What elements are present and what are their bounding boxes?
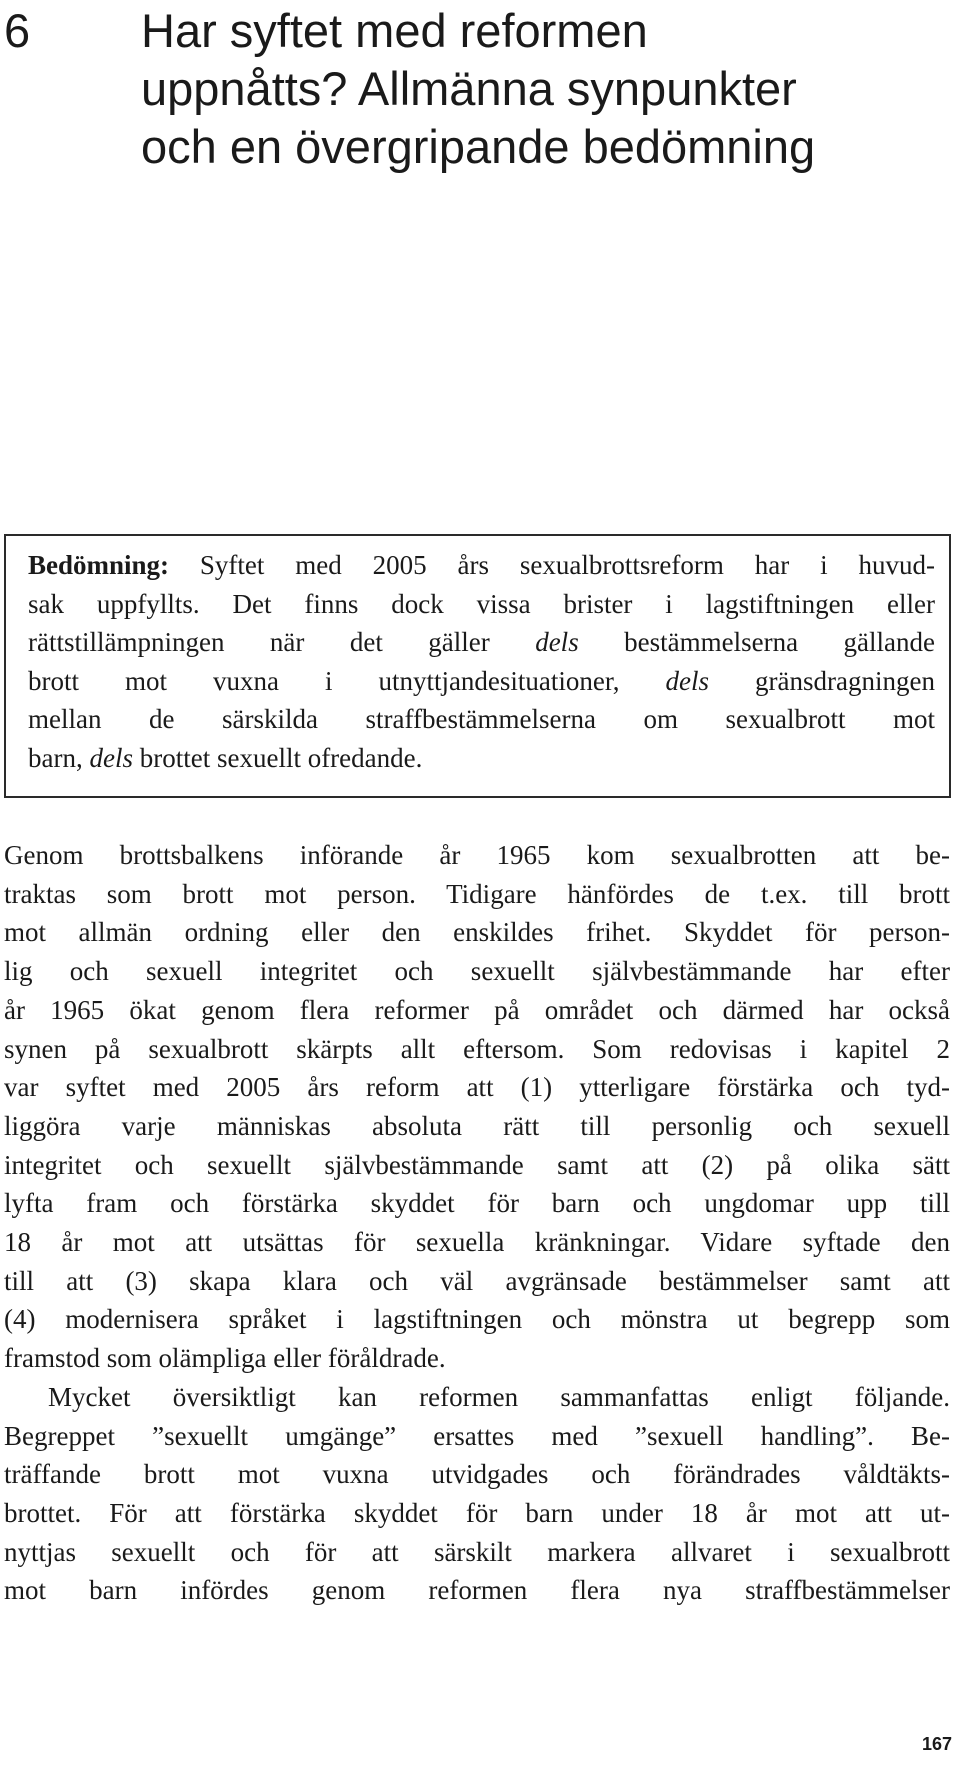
body-line: framstod som olämpliga eller föråldrade.	[4, 1343, 446, 1374]
body-line: 18 år mot att utsättas för sexuella kränkningar. Vidare syftade den	[4, 1227, 950, 1258]
body-line: Mycket översiktligt kan reformen sammanfattas enligt följande.	[48, 1381, 950, 1412]
body-line: nyttjas sexuellt och för att särskilt markera allvaret i sexualbrott	[4, 1536, 950, 1567]
emphasis-dels: dels	[535, 627, 579, 657]
body-line: (4) modernisera språket i lagstiftningen och mönstra ut begrepp som	[4, 1304, 950, 1335]
body-line: lig och sexuell integritet och sexuellt självbestämmande har efter	[4, 956, 950, 987]
chapter-title-line: och en övergripande bedömning	[141, 120, 816, 173]
body-line: traktas som brott mot person. Tidigare hänfördes de t.ex. till brott	[4, 878, 950, 909]
page-number: 167	[921, 1734, 952, 1754]
assessment-line	[28, 623, 935, 662]
body-line: Begreppet ”sexuellt umgänge” ersattes med ”sexuell handling”. Be-	[4, 1420, 950, 1451]
chapter-title-line: Har syftet med reformen	[141, 4, 648, 57]
assessment-text: bestämmelserna gällande	[578, 627, 935, 657]
assessment-line	[28, 662, 935, 701]
assessment-label: Bedömning:	[28, 550, 170, 580]
assessment-line	[28, 739, 935, 778]
assessment-line	[28, 546, 935, 585]
assessment-text: gränsdragningen	[709, 665, 935, 696]
body-line: träffande brott mot vuxna utvidgades och förändrades våldtäkts-	[4, 1459, 950, 1490]
body-line: integritet och sexuellt självbestämmande samt att (2) på olika sätt	[4, 1149, 950, 1180]
assessment-text: brottet sexuellt ofredande.	[132, 742, 423, 773]
body-line: Genom brottsbalkens införande år 1965 kom sexualbrotten att be-	[4, 840, 950, 870]
emphasis-dels: dels	[89, 742, 133, 773]
body-line: brottet. För att förstärka skyddet för barn under 18 år mot att ut-	[4, 1497, 950, 1528]
chapter-title	[141, 2, 941, 176]
assessment-text: barn,	[28, 742, 90, 773]
body-line: liggöra varje människas absoluta rätt till personlig och sexuell	[4, 1110, 950, 1141]
assessment-box	[4, 534, 951, 798]
assessment-line: mellan de särskilda straffbestämmelserna om sexualbrott mot	[28, 704, 935, 734]
chapter-heading	[0, 2, 960, 202]
body-line: år 1965 ökat genom flera reformer på området och därmed har också	[4, 994, 950, 1025]
body-line: var syftet med 2005 års reform att (1) ytterligare förstärka och tyd-	[4, 1072, 950, 1103]
body-line: mot barn infördes genom reformen flera nya straffbestämmelser	[4, 1575, 950, 1606]
emphasis-dels: dels	[665, 665, 710, 696]
body-line: till att (3) skapa klara och väl avgränsade bestämmelser samt att	[4, 1265, 950, 1296]
assessment-text: brott mot vuxna i utnyttjandesituationer,	[28, 665, 666, 696]
chapter-title-line: uppnåtts? Allmänna synpunkter	[141, 62, 797, 115]
body-line: lyfta fram och förstärka skyddet för barn och ungdomar upp till	[4, 1188, 950, 1219]
body-line: synen på sexualbrott skärpts allt eftersom. Som redovisas i kapitel 2	[4, 1033, 950, 1064]
body-line: mot allmän ordning eller den enskildes frihet. Skyddet för person-	[4, 917, 950, 948]
assessment-text: Syftet med 2005 års sexualbrottsreform har i huvud-	[169, 550, 935, 580]
assessment-line: sak uppfyllts. Det finns dock vissa brister i lagstiftningen eller	[28, 588, 935, 619]
body-text	[4, 836, 950, 1610]
assessment-text: rättstillämpningen när det gäller	[28, 627, 536, 657]
chapter-number: 6	[4, 4, 31, 57]
